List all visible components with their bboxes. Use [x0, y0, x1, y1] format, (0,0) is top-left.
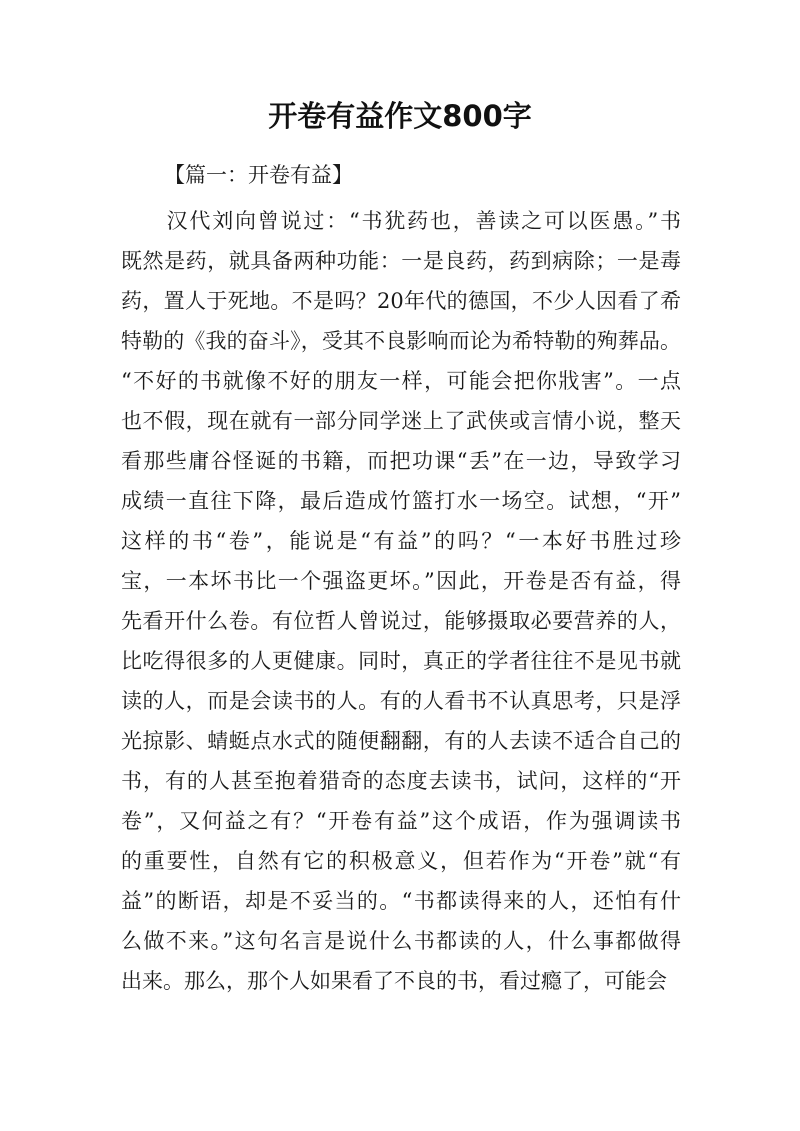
text-line: 卷”，又何益之有？“开卷有益”这个成语，作为强调读书: [121, 809, 681, 833]
text-line: 既然是药，就具备两种功能：一是良药，药到病除；一是毒: [121, 249, 681, 273]
text-line: 比吃得很多的人更健康。同时，真正的学者往往不是见书就: [121, 649, 681, 673]
text-line: 书，有的人甚至抱着猎奇的态度去读书，试问，这样的“开: [121, 769, 681, 793]
text-line: 么做不来。”这句名言是说什么书都读的人，什么事都做得: [121, 929, 681, 953]
section-heading: 【篇一：开卷有益】: [164, 163, 353, 187]
text-line: “不好的书就像不好的朋友一样，可能会把你戕害”。一点: [121, 369, 681, 393]
document-title: 开卷有益作文800字: [268, 99, 532, 133]
text-line: 看那些庸谷怪诞的书籍，而把功课“丢”在一边，导致学习: [121, 449, 681, 473]
text-line: 读的人，而是会读书的人。有的人看书不认真思考，只是浮: [121, 689, 681, 713]
text-line: 成绩一直往下降，最后造成竹篮打水一场空。试想，“开”: [121, 489, 681, 513]
text-line: 的重要性，自然有它的积极意义，但若作为“开卷”就“有: [121, 849, 681, 873]
text-line: 出来。那么，那个人如果看了不良的书，看过瘾了，可能会: [121, 969, 667, 993]
text-line: 宝，一本坏书比一个强盗更坏。”因此，开卷是否有益，得: [121, 569, 681, 593]
text-line: 光掠影、蜻蜓点水式的随便翻翻，有的人去读不适合自己的: [121, 729, 681, 753]
text-line: 先看开什么卷。有位哲人曾说过，能够摄取必要营养的人，: [121, 609, 681, 633]
text-line: 这样的书“卷”，能说是“有益”的吗？“一本好书胜过珍: [121, 529, 681, 553]
text-line: 也不假，现在就有一部分同学迷上了武侠或言情小说，整天: [121, 409, 681, 433]
text-line: 汉代刘向曾说过：“书犹药也，善读之可以医愚。”书: [121, 209, 681, 233]
text-line: 药，置人于死地。不是吗？20年代的德国，不少人因看了希: [121, 289, 681, 313]
text-line: 特勒的《我的奋斗》，受其不良影响而论为希特勒的殉葬品。: [121, 329, 681, 353]
body-paragraph: [121, 201, 681, 1001]
text-line: 益”的断语，却是不妥当的。“书都读得来的人，还怕有什: [121, 889, 681, 913]
